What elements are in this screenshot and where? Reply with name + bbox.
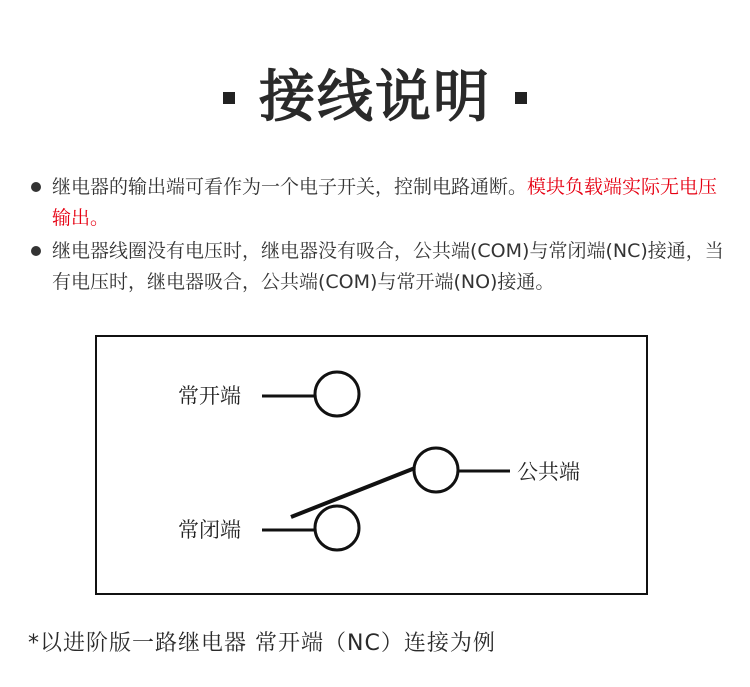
footnote: *以进阶版一路继电器 常开端（NC）连接为例 bbox=[28, 631, 496, 656]
note-highlight-1: 模块负载端实际无电压输出。 bbox=[52, 176, 718, 229]
switch-arm-line bbox=[291, 468, 415, 517]
com-terminal-circle bbox=[414, 448, 458, 492]
note-text-2: 继电器线圈没有电压时，继电器没有吸合，公共端(COM)与常闭端(NC)接通，当有电压时，继电器吸合，公共端(COM)与常开端(NO)接通。 bbox=[52, 240, 724, 293]
no-terminal-circle bbox=[315, 372, 359, 416]
nc-terminal-circle bbox=[315, 506, 359, 550]
no-label: 常开端 bbox=[178, 384, 241, 408]
com-label: 公共端 bbox=[517, 460, 580, 484]
page-title: 接线说明 bbox=[259, 65, 491, 130]
note-text-1: 继电器的输出端可看作为一个电子开关，控制电路通断。 bbox=[52, 176, 528, 198]
nc-label: 常闭端 bbox=[178, 518, 241, 542]
